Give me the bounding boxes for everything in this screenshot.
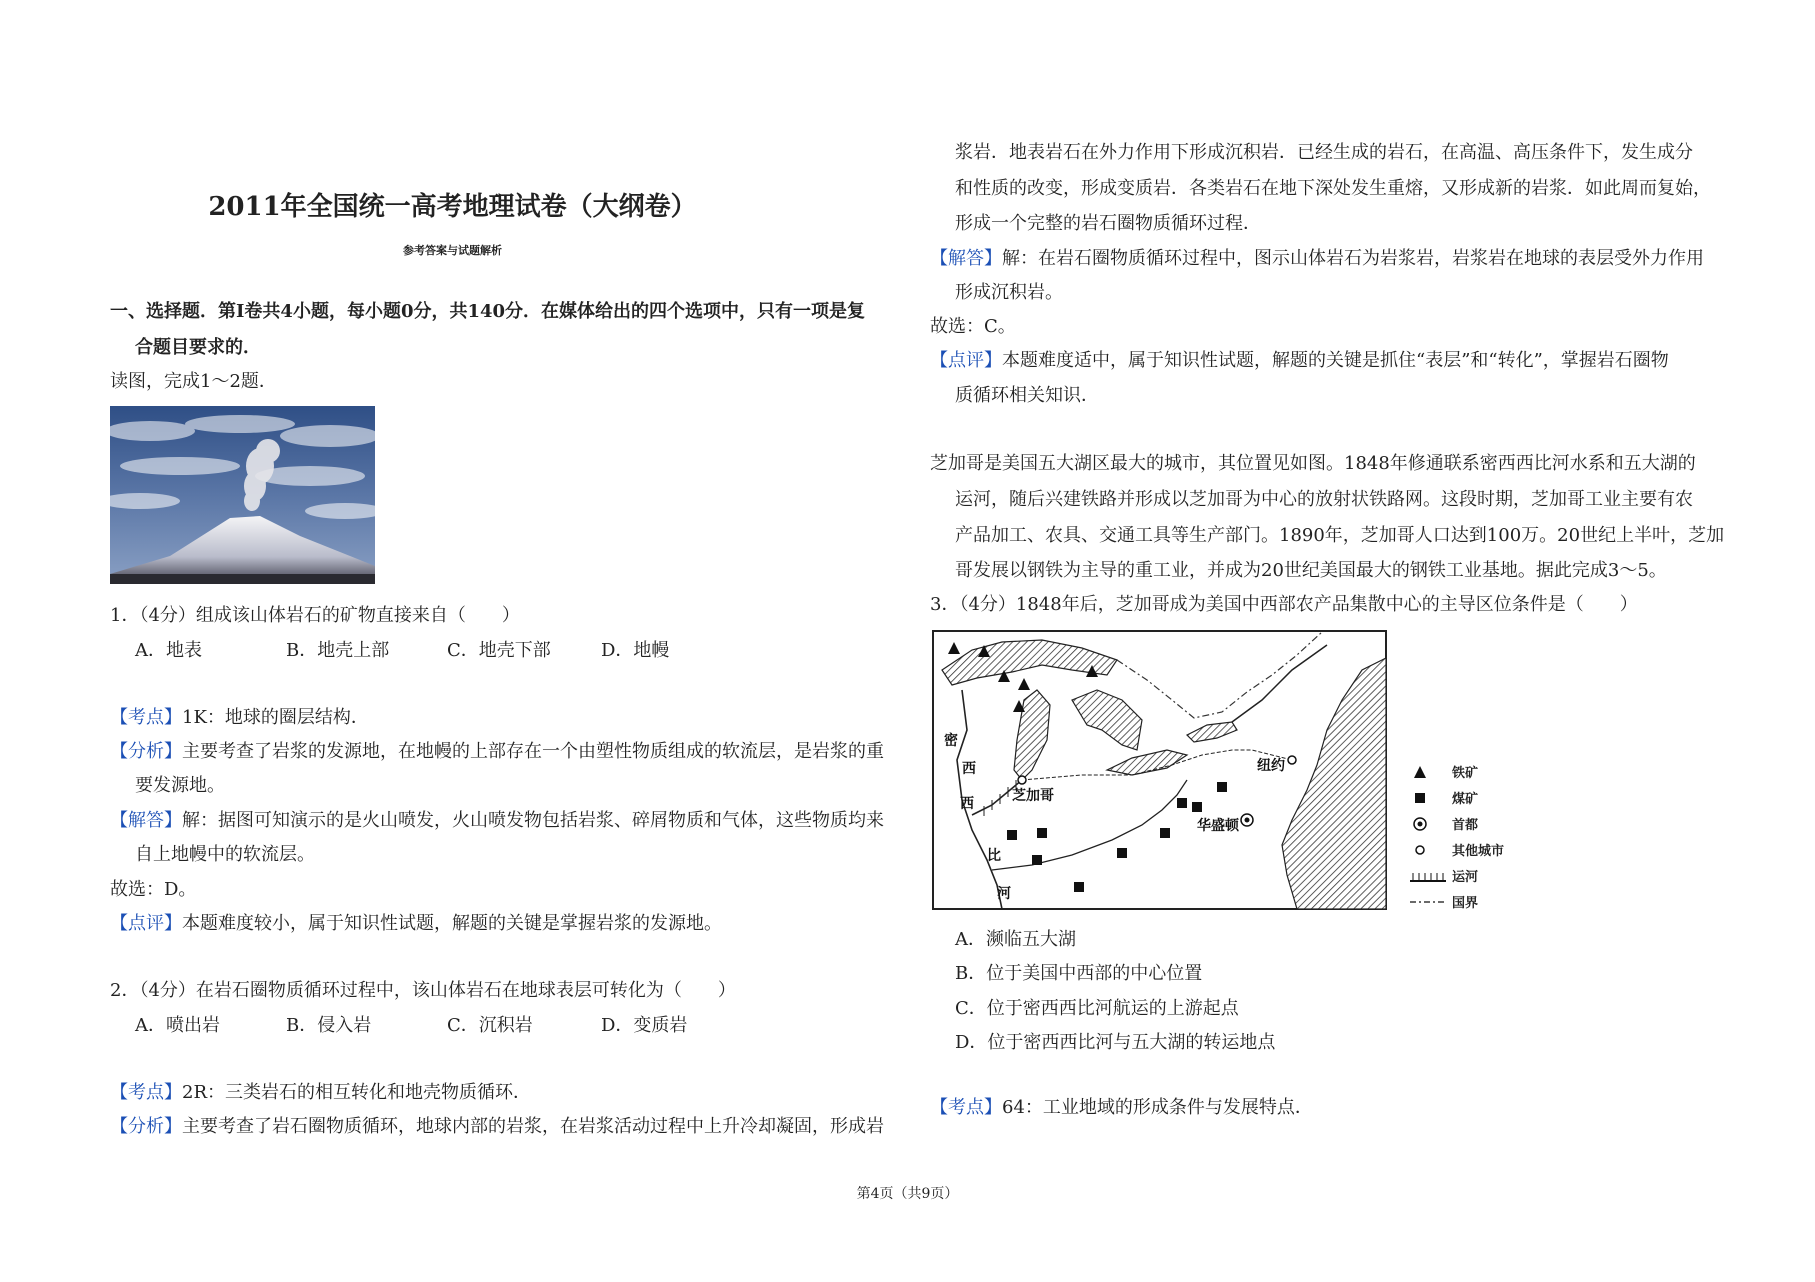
- q1-dianping: [110, 914, 722, 934]
- q1-dianping-text: 本题难度较小，属于知识性试题，解题的关键是掌握岩浆的发源地。: [182, 913, 722, 934]
- q2-option-c: C．沉积岩: [447, 1015, 533, 1036]
- coal-icon: [1410, 790, 1430, 806]
- q2-option-a: A．喷出岩: [135, 1015, 220, 1036]
- q1-kaodian: [110, 708, 369, 728]
- q3-kaodian-text: 64：工业地域的形成条件与发展特点．: [1002, 1097, 1313, 1118]
- canal-icon: [1410, 868, 1446, 884]
- map-label-xi1: 西: [962, 761, 976, 777]
- map-label-bi: 比: [987, 848, 1001, 864]
- map-label-mi: 密: [944, 733, 958, 749]
- q1-jieda: [110, 811, 884, 831]
- page-footer: 第4页（共9页）: [856, 1186, 959, 1202]
- intro2-line1: 芝加哥是美国五大湖区最大的城市，其位置见如图。1848年修通联系密西西比河水系和五大湖的: [930, 453, 1696, 474]
- q1-option-b: B．地壳上部: [286, 640, 390, 661]
- q2-answer: 故选：C。: [930, 316, 1016, 337]
- q3-stem: 3．（4分）1848年后，芝加哥成为美国中西部农产品集散中心的主导区位条件是（ ）: [930, 594, 1638, 615]
- intro-q1-2: 读图，完成1～2题．: [110, 371, 277, 392]
- q3-option-b: B．位于美国中西部的中心位置: [955, 963, 1203, 984]
- chicago-region-map: [932, 630, 1387, 910]
- q1-fenxi-line1: 主要考查了岩浆的发源地，在地幔的上部存在一个由塑性物质组成的软流层，是岩浆的重: [182, 741, 884, 762]
- q2-option-d: D．变质岩: [601, 1015, 688, 1036]
- q2-fenxi-line1: 主要考查了岩石圈物质循环，地球内部的岩浆，在岩浆活动过程中上升冷却凝固，形成岩: [182, 1116, 884, 1137]
- q2-jieda-line1: 解：在岩石圈物质循环过程中，图示山体岩石为岩浆岩，岩浆岩在地球的表层受外力作用: [1002, 248, 1704, 269]
- fenxi-label: 【分析】: [110, 1116, 182, 1137]
- kaodian-label: 【考点】: [930, 1097, 1002, 1118]
- q2-dianping-line1: 本题难度适中，属于知识性试题，解题的关键是抓住“表层”和“转化”，掌握岩石圈物: [1002, 350, 1669, 371]
- q2-fenxi-line2: 浆岩．地表岩石在外力作用下形成沉积岩．已经生成的岩石，在高温、高压条件下，发生成分: [955, 142, 1693, 163]
- border-icon: [1410, 894, 1446, 910]
- intro2-line2: 运河，随后兴建铁路并形成以芝加哥为中心的放射状铁路网。这段时期，芝加哥工业主要有农: [955, 489, 1693, 510]
- section-heading-line1: 一、选择题．第Ⅰ卷共4小题，每小题0分，共140分．在媒体给出的四个选项中，只有一项是复: [110, 301, 866, 322]
- q1-kaodian-text: 1K：地球的圈层结构．: [182, 707, 369, 728]
- q3-option-d: D．位于密西西比河与五大湖的转运地点: [955, 1032, 1276, 1053]
- map-label-newyork: 纽约: [1257, 758, 1285, 774]
- jieda-label: 【解答】: [110, 810, 182, 831]
- q2-option-b: B．侵入岩: [286, 1015, 372, 1036]
- q1-jieda-line1: 解：据图可知演示的是火山喷发，火山喷发物包括岩浆、碎屑物质和气体，这些物质均来: [182, 810, 884, 831]
- map-label-xi2: 西: [960, 796, 974, 812]
- iron-ore-icon: [1410, 764, 1430, 780]
- q2-dianping: [930, 351, 1669, 371]
- map-label-washington: 华盛顿: [1197, 818, 1239, 834]
- q3-option-c: C．位于密西西比河航运的上游起点: [955, 998, 1239, 1019]
- kaodian-label: 【考点】: [110, 707, 182, 728]
- dianping-label: 【点评】: [110, 913, 182, 934]
- q2-kaodian-text: 2R：三类岩石的相互转化和地壳物质循环．: [182, 1082, 532, 1103]
- q1-fenxi: [110, 742, 884, 762]
- q2-fenxi: [110, 1117, 884, 1137]
- q2-jieda-line2: 形成沉积岩。: [955, 282, 1063, 303]
- map-label-chicago: 芝加哥: [1012, 788, 1054, 804]
- fenxi-label: 【分析】: [110, 741, 182, 762]
- q2-stem: 2．（4分）在岩石圈物质循环过程中，该山体岩石在地球表层可转化为（ ）: [110, 980, 736, 1001]
- q1-answer: 故选：D。: [110, 879, 197, 900]
- page-subtitle: 参考答案与试题解析: [403, 244, 502, 257]
- intro2-line4: 哥发展以钢铁为主导的重工业，并成为20世纪美国最大的钢铁工业基地。据此完成3～5。: [955, 560, 1667, 581]
- q1-stem: 1．（4分）组成该山体岩石的矿物直接来自（ ）: [110, 605, 520, 626]
- map-label-he: 河: [997, 886, 1011, 902]
- intro2-line3: 产品加工、农具、交通工具等生产部门。1890年，芝加哥人口达到100万。20世纪上半叶，芝加: [955, 525, 1725, 546]
- q2-fenxi-line3: 和性质的改变，形成变质岩．各类岩石在地下深处发生重熔，又形成新的岩浆．如此周而复始，: [955, 178, 1711, 199]
- section-heading-line2: 合题目要求的．: [135, 337, 261, 358]
- q1-option-d: D．地幔: [601, 640, 670, 661]
- q3-kaodian: [930, 1098, 1313, 1118]
- volcano-photo: [110, 406, 375, 584]
- q2-jieda: [930, 249, 1704, 269]
- q2-kaodian: [110, 1083, 531, 1103]
- page-title: 2011年全国统一高考地理试卷（大纲卷）: [208, 192, 697, 222]
- capital-icon: [1410, 816, 1430, 832]
- q1-option-c: C．地壳下部: [447, 640, 551, 661]
- city-icon: [1410, 842, 1430, 858]
- q1-option-a: A．地表: [135, 640, 202, 661]
- dianping-label: 【点评】: [930, 350, 1002, 371]
- q2-dianping-line2: 质循环相关知识．: [955, 385, 1099, 406]
- kaodian-label: 【考点】: [110, 1082, 182, 1103]
- q3-option-a: A．濒临五大湖: [955, 929, 1076, 950]
- q2-fenxi-line4: 形成一个完整的岩石圈物质循环过程．: [955, 213, 1261, 234]
- q1-jieda-line2: 自上地幔中的软流层。: [135, 844, 315, 865]
- jieda-label: 【解答】: [930, 248, 1002, 269]
- q1-fenxi-line2: 要发源地。: [135, 775, 225, 796]
